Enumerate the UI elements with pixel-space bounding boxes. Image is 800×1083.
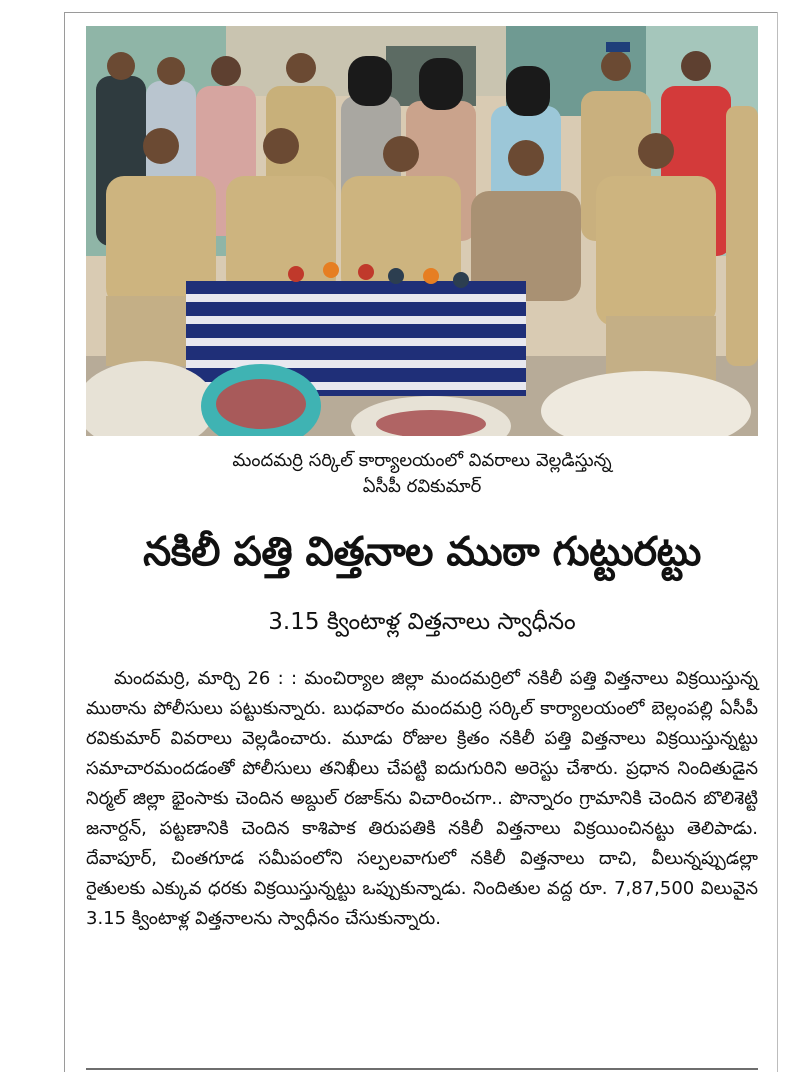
headline: నకిలీ పత్తి విత్తనాల ముఠా గుట్టురట్టు xyxy=(143,529,701,575)
article-body xyxy=(86,664,758,934)
bottom-rule xyxy=(86,1068,758,1070)
page-border-right xyxy=(777,12,778,1072)
news-photo xyxy=(86,26,758,436)
page-border-top xyxy=(64,12,778,13)
page-border-left xyxy=(64,12,65,1072)
caption-line-1: మందమర్రి సర్కిల్ కార్యాలయంలో వివరాలు వెల్లడిస్తున్న xyxy=(232,450,612,471)
article-paragraph: మందమర్రి, మార్చి 26 : : మంచిర్యాల జిల్లా మందమర్రిలో నకిలీ పత్తి విత్తనాలు విక్రయిస్తున్న ముఠాను పోలీసులు పట్టుకున్నారు. బుధవారం మందమర్రి సర్కిల్ కార్యాలయంలో బెల్లంపల్లి ఏసీపీ రవికుమార్ వివరాలు వెల్లడించారు. మూడు రోజుల క్రితం నకిలీ పత్తి విత్తనాలు విక్రయిస్తున్నట్టు సమాచారమందడంతో పోలీసులు తనిఖీలు చేపట్టి ఐదుగురిని అరెస్టు చేశారు. ప్రధాన నిందితుడైన నిర్మల్ జిల్లా భైంసాకు చెందిన అబ్దుల్ రజాక్‌ను విచారించగా.. పొన్నారం గ్రామానికి చెందిన బొలిశెట్టి జనార్దన్, పట్టణానికి చెందిన కాశిపాక తిరుపతికి నకిలీ విత్తనాలు విక్రయించినట్టు తెలిపాడు. దేవాపూర్, చింతగూడ సమీపంలోని సల్పలవాగులో నకిలీ విత్తనాలు దాచి, వీలున్నప్పుడల్లా రైతులకు ఎక్కువ ధరకు విక్రయిస్తున్నట్టు ఒప్పుకున్నాడు. నిందితుల వద్ద రూ. 7,87,500 విలువైన 3.15 క్వింటాళ్ల విత్తనాలను స్వాధీనం చేసుకున్నారు. xyxy=(86,668,758,929)
caption-line-2: ఏసీపీ రవికుమార్ xyxy=(362,476,482,497)
subheadline: 3.15 క్వింటాళ్ల విత్తనాలు స్వాధీనం xyxy=(268,609,576,635)
photo-caption xyxy=(86,448,758,500)
